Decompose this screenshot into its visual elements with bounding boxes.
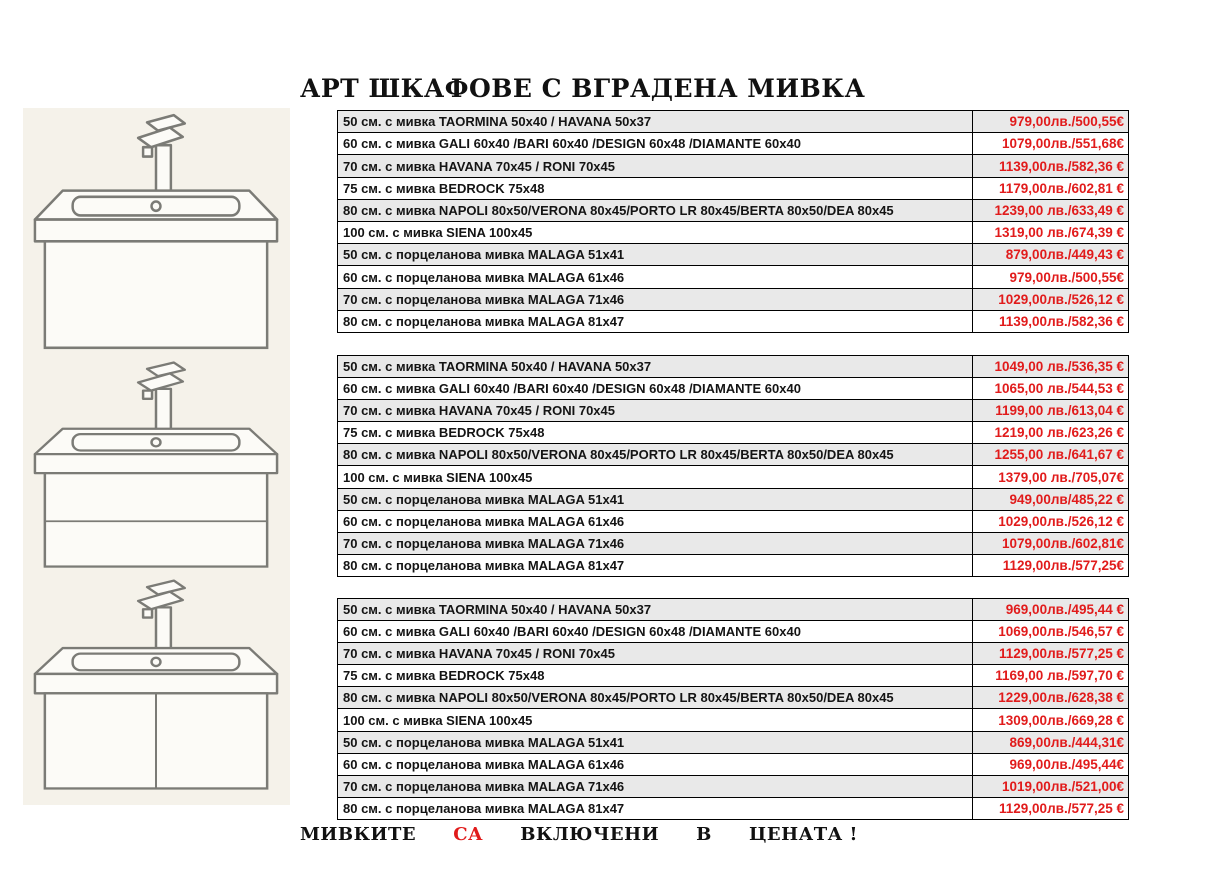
sink-top	[35, 191, 277, 242]
page-title: АРТ ШКАФОВЕ С ВГРАДЕНА МИВКА	[300, 74, 866, 103]
product-description: 50 см. с мивка TAORMINA 50x40 / HAVANA 50x37	[343, 602, 652, 618]
product-price: 1129,00лв./577,25 €	[972, 798, 1128, 819]
product-price: 969,00лв./495,44 €	[972, 599, 1128, 620]
cabinet-two-drawers-illustration	[27, 358, 285, 572]
product-price: 1029,00лв./526,12 €	[972, 511, 1128, 532]
product-price: 1065,00 лв./544,53 €	[972, 378, 1128, 399]
price-row	[338, 155, 1128, 177]
price-row	[338, 599, 1128, 621]
product-price: 1049,00 лв./536,35 €	[972, 356, 1128, 377]
price-row	[338, 444, 1128, 466]
footer-word-accent: СА	[453, 824, 484, 845]
product-description: 50 см. с порцеланова мивка MALAGA 51x41	[343, 734, 625, 750]
price-row	[338, 754, 1128, 776]
cabinet-body	[45, 241, 267, 347]
price-table-3	[337, 598, 1129, 820]
product-price: 1069,00лв./546,57 €	[972, 621, 1128, 642]
price-row	[338, 709, 1128, 731]
price-row	[338, 533, 1128, 555]
footer-word: ВКЛЮЧЕНИ	[520, 824, 660, 845]
product-price: 1129,00лв./577,25€	[972, 555, 1128, 576]
product-price: 1379,00 лв./705,07€	[972, 466, 1128, 487]
product-price: 969,00лв./495,44€	[972, 754, 1128, 775]
price-row	[338, 378, 1128, 400]
product-price: 949,00лв/485,22 €	[972, 489, 1128, 510]
price-row	[338, 400, 1128, 422]
product-description: 80 см. с порцеланова мивка MALAGA 81x47	[343, 800, 625, 816]
price-row	[338, 422, 1128, 444]
price-row	[338, 687, 1128, 709]
cabinet-single-front-illustration	[27, 110, 285, 354]
price-row	[338, 643, 1128, 665]
product-description: 80 см. с порцеланова мивка MALAGA 81x47	[343, 557, 625, 573]
product-description: 75 см. с мивка BEDROCK 75x48	[343, 425, 545, 441]
product-description: 70 см. с порцеланова мивка MALAGA 71x46	[343, 778, 625, 794]
price-row	[338, 555, 1128, 576]
cabinet-two-doors-illustration	[27, 576, 285, 794]
product-price: 1139,00лв./582,36 €	[972, 155, 1128, 176]
price-row	[338, 511, 1128, 533]
price-row	[338, 466, 1128, 488]
price-row	[338, 489, 1128, 511]
footer-word: ЦЕНАТА !	[748, 824, 858, 845]
price-table-2	[337, 355, 1129, 577]
product-price: 1139,00лв./582,36 €	[972, 311, 1128, 332]
price-row	[338, 266, 1128, 288]
product-price: 1199,00 лв./613,04 €	[972, 400, 1128, 421]
product-description: 60 см. с мивка GALI 60x40 /BARI 60x40 /DESIGN 60x48 /DIAMANTE 60x40	[343, 136, 801, 152]
sink-top	[35, 429, 277, 473]
product-description: 50 см. с порцеланова мивка MALAGA 51x41	[343, 247, 625, 263]
price-table-1	[337, 110, 1129, 333]
product-description: 60 см. с порцеланова мивка MALAGA 61x46	[343, 269, 625, 285]
price-row	[338, 200, 1128, 222]
product-description: 50 см. с порцеланова мивка MALAGA 51x41	[343, 491, 625, 507]
product-price: 1219,00 лв./623,26 €	[972, 422, 1128, 443]
product-price: 1179,00лв./602,81 €	[972, 178, 1128, 199]
product-description: 70 см. с мивка HAVANA 70x45 / RONI 70x45	[343, 403, 615, 419]
product-description: 70 см. с порцеланова мивка MALAGA 71x46	[343, 535, 625, 551]
product-description: 75 см. с мивка BEDROCK 75x48	[343, 180, 545, 196]
product-description: 100 см. с мивка SIENA 100x45	[343, 225, 533, 241]
price-row	[338, 111, 1128, 133]
product-description: 100 см. с мивка SIENA 100x45	[343, 469, 533, 485]
product-description: 80 см. с мивка NAPOLI 80x50/VERONA 80x45/PORTO LR 80x45/BERTA 80x50/DEA 80x45	[343, 202, 894, 218]
product-price: 1019,00лв./521,00€	[972, 776, 1128, 797]
price-row	[338, 133, 1128, 155]
product-price: 1079,00лв./551,68€	[972, 133, 1128, 154]
product-price: 1079,00лв./602,81€	[972, 533, 1128, 554]
product-description: 100 см. с мивка SIENA 100x45	[343, 712, 533, 728]
product-price: 1255,00 лв./641,67 €	[972, 444, 1128, 465]
product-price: 1309,00лв./669,28 €	[972, 709, 1128, 730]
price-row	[338, 732, 1128, 754]
footer-word: МИВКИТЕ	[300, 824, 417, 845]
product-price: 869,00лв./444,31€	[972, 732, 1128, 753]
price-row	[338, 621, 1128, 643]
price-row	[338, 178, 1128, 200]
product-description: 80 см. с мивка NAPOLI 80x50/VERONA 80x45/PORTO LR 80x45/BERTA 80x50/DEA 80x45	[343, 690, 894, 706]
product-description: 50 см. с мивка TAORMINA 50x40 / HAVANA 50x37	[343, 114, 652, 130]
product-description: 75 см. с мивка BEDROCK 75x48	[343, 668, 545, 684]
price-row	[338, 289, 1128, 311]
product-price: 1169,00 лв./597,70 €	[972, 665, 1128, 686]
price-row	[338, 244, 1128, 266]
cabinet-body	[45, 473, 267, 566]
price-row	[338, 311, 1128, 332]
product-price: 1239,00 лв./633,49 €	[972, 200, 1128, 221]
product-description: 60 см. с порцеланова мивка MALAGA 61x46	[343, 756, 625, 772]
product-description: 80 см. с мивка NAPOLI 80x50/VERONA 80x45/PORTO LR 80x45/BERTA 80x50/DEA 80x45	[343, 447, 894, 463]
product-price: 1229,00лв./628,38 €	[972, 687, 1128, 708]
faucet-icon	[138, 581, 185, 650]
footer-word: В	[696, 824, 712, 845]
footer-note	[300, 824, 858, 845]
product-illustrations-panel	[23, 108, 290, 805]
product-description: 60 см. с мивка GALI 60x40 /BARI 60x40 /DESIGN 60x48 /DIAMANTE 60x40	[343, 624, 801, 640]
product-price: 979,00лв./500,55€	[972, 111, 1128, 132]
product-description: 60 см. с мивка GALI 60x40 /BARI 60x40 /DESIGN 60x48 /DIAMANTE 60x40	[343, 381, 801, 397]
price-row	[338, 665, 1128, 687]
product-description: 50 см. с мивка TAORMINA 50x40 / HAVANA 50x37	[343, 359, 652, 375]
price-row	[338, 356, 1128, 378]
product-description: 70 см. с мивка HAVANA 70x45 / RONI 70x45	[343, 646, 615, 662]
product-price: 979,00лв./500,55€	[972, 266, 1128, 287]
faucet-icon	[138, 115, 185, 193]
product-description: 70 см. с мивка HAVANA 70x45 / RONI 70x45	[343, 158, 615, 174]
sink-top	[35, 648, 277, 693]
product-price: 1319,00 лв./674,39 €	[972, 222, 1128, 243]
product-price: 1129,00лв./577,25 €	[972, 643, 1128, 664]
product-description: 60 см. с порцеланова мивка MALAGA 61x46	[343, 513, 625, 529]
product-description: 80 см. с порцеланова мивка MALAGA 81x47	[343, 313, 625, 329]
price-row	[338, 776, 1128, 798]
product-price: 879,00лв./449,43 €	[972, 244, 1128, 265]
product-description: 70 см. с порцеланова мивка MALAGA 71x46	[343, 291, 625, 307]
price-row	[338, 798, 1128, 819]
faucet-icon	[138, 363, 185, 431]
price-row	[338, 222, 1128, 244]
product-price: 1029,00лв./526,12 €	[972, 289, 1128, 310]
